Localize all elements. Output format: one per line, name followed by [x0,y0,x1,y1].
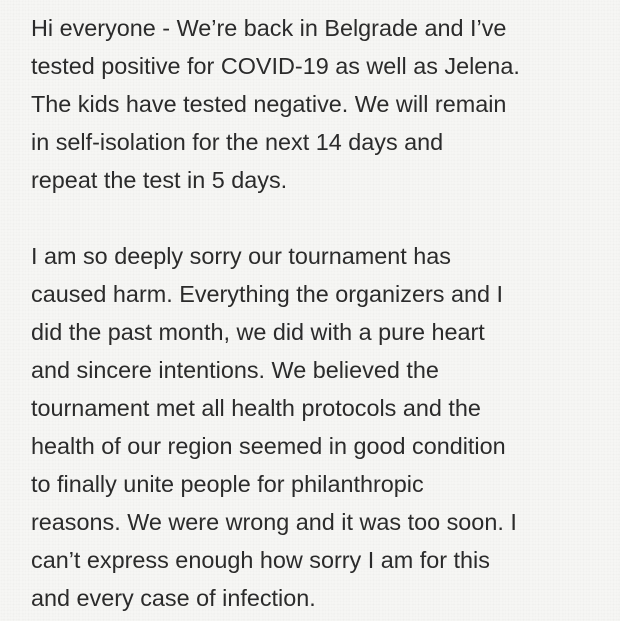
text-line: The kids have tested negative. We will remain [31,91,507,117]
paragraph-1 [31,9,611,199]
text-line: in self-isolation for the next 14 days and [31,129,444,155]
text-line: I am so deeply sorry our tournament has [31,243,451,269]
note-text [31,9,611,617]
text-line: reasons. We were wrong and it was too soon. I [31,509,517,535]
text-line: to finally unite people for philanthropic [31,471,424,497]
text-line: caused harm. Everything the organizers and I [31,281,503,307]
text-line: tournament met all health protocols and the [31,395,481,421]
text-line: did the past month, we did with a pure heart [31,319,485,345]
text-line: and every case of infection. [31,585,316,611]
paragraph-2 [31,237,611,617]
text-line: repeat the test in 5 days. [31,167,288,193]
paragraph-gap [31,199,611,237]
text-line: tested positive for COVID-19 as well as Jelena. [31,53,520,79]
text-line: can’t express enough how sorry I am for this [31,547,490,573]
text-line: Hi everyone - We’re back in Belgrade and I’ve [31,15,507,41]
text-line: health of our region seemed in good condition [31,433,506,459]
text-line: and sincere intentions. We believed the [31,357,439,383]
